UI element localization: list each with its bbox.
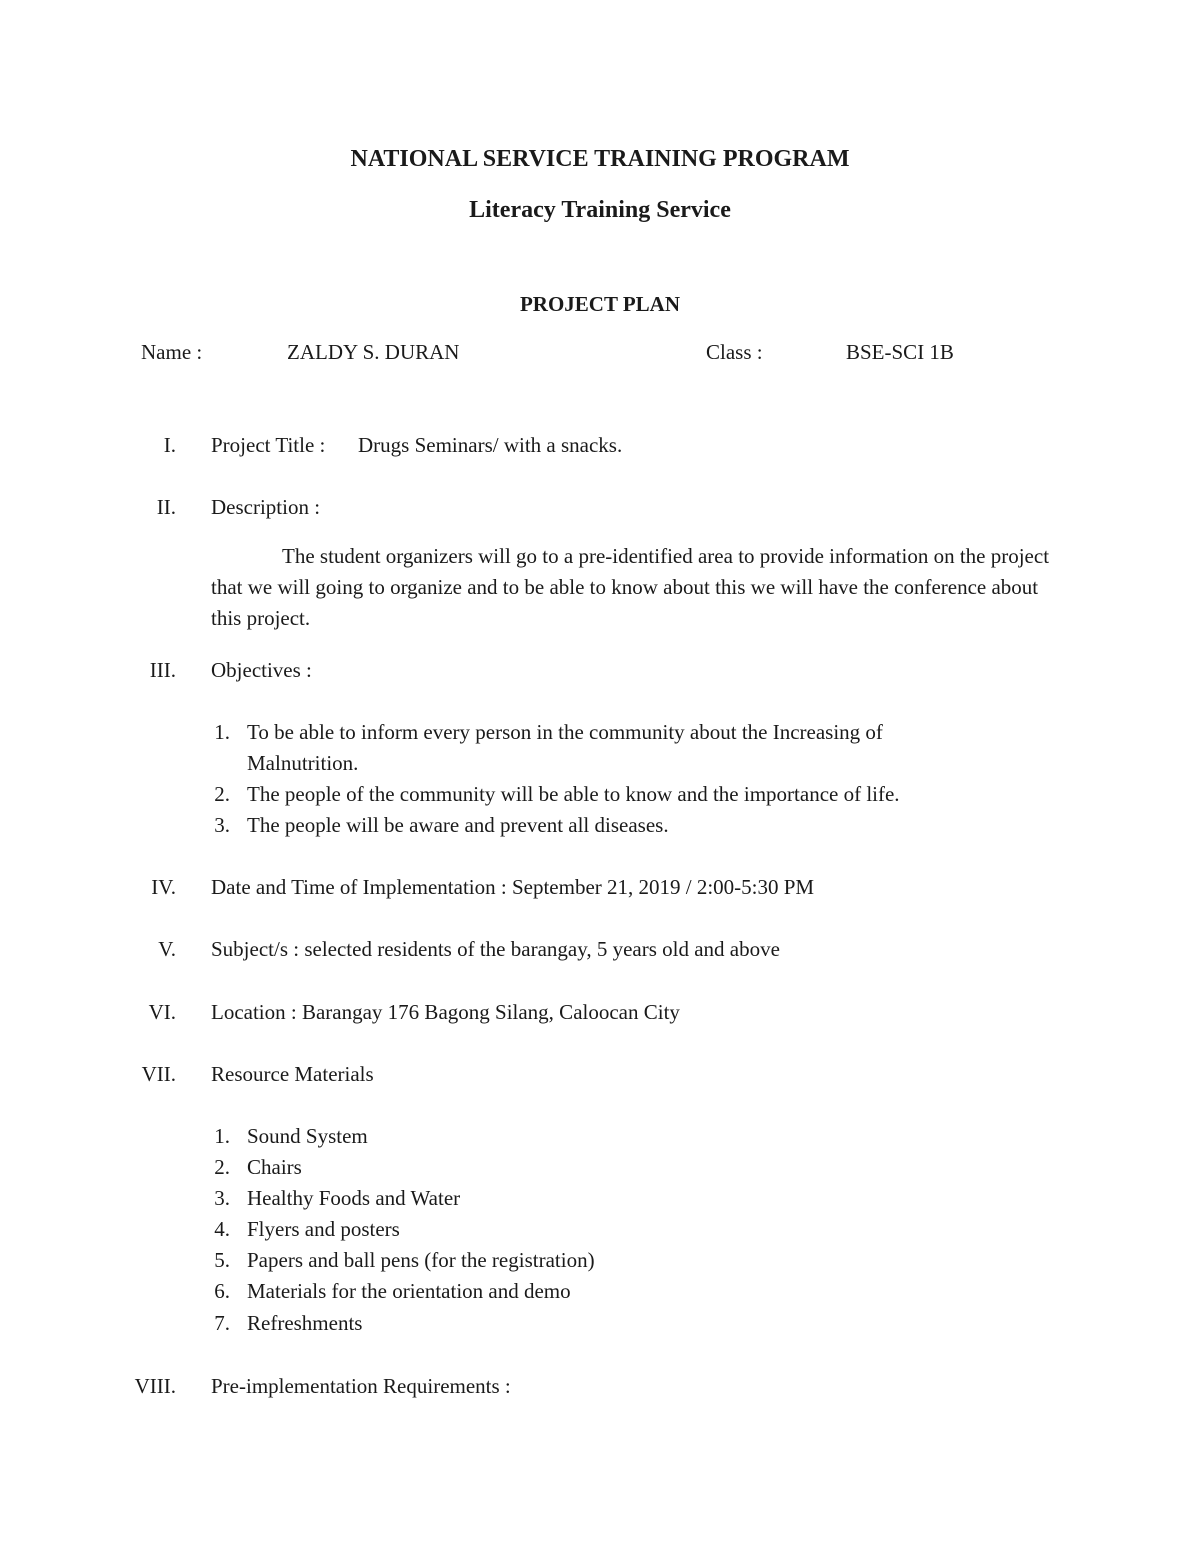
class-value: BSE-SCI 1B — [846, 340, 954, 364]
description-text: The student organizers will go to a pre-identified area to provide information on the project that we will going to organize and to be able to know about this we will have the conference about this project. — [211, 544, 1050, 630]
section-numeral: V. — [158, 937, 176, 961]
list-number: 1. — [214, 720, 230, 744]
objectives-label: Objectives : — [211, 658, 312, 682]
section-numeral: II. — [156, 495, 176, 519]
list-number: 5. — [214, 1248, 230, 1272]
project-title-value: Drugs Seminars/ with a snacks. — [358, 433, 623, 457]
list-item: To be able to inform every person in the community about the Increasing of — [247, 720, 883, 744]
section-numeral: VI. — [148, 1000, 176, 1024]
list-item: Sound System — [247, 1124, 368, 1148]
program-title: NATIONAL SERVICE TRAINING PROGRAM — [350, 146, 850, 172]
project-title-label: Project Title : — [211, 433, 326, 457]
list-item: Chairs — [247, 1155, 302, 1179]
section-numeral: VIII. — [134, 1374, 176, 1398]
plan-title: PROJECT PLAN — [519, 292, 681, 316]
list-number: 3. — [214, 1186, 230, 1210]
list-item: The people of the community will be able to know and the importance of life. — [247, 782, 900, 806]
list-number: 2. — [214, 1155, 230, 1179]
list-item: Malnutrition. — [247, 751, 359, 775]
name-label: Name : — [141, 340, 203, 364]
list-number: 4. — [214, 1217, 230, 1241]
description-label: Description : — [211, 495, 321, 519]
list-number: 6. — [214, 1279, 230, 1303]
section-numeral: IV. — [151, 875, 176, 899]
section-numeral: VII. — [141, 1062, 176, 1086]
list-item: The people will be aware and prevent all diseases. — [247, 813, 669, 837]
resource-materials-label: Resource Materials — [211, 1062, 374, 1086]
subjects-text: Subject/s : selected residents of the barangay, 5 years old and above — [211, 937, 780, 961]
pre-implementation-label: Pre-implementation Requirements : — [211, 1374, 511, 1398]
list-item: Healthy Foods and Water — [247, 1186, 461, 1210]
list-item: Refreshments — [247, 1311, 363, 1335]
list-number: 3. — [214, 813, 230, 837]
list-item: Papers and ball pens (for the registration) — [247, 1248, 595, 1272]
section-numeral: I. — [163, 433, 176, 457]
list-number: 2. — [214, 782, 230, 806]
service-title: Literacy Training Service — [469, 197, 731, 223]
class-label: Class : — [706, 340, 763, 364]
list-item: Materials for the orientation and demo — [247, 1279, 571, 1303]
date-time-text: Date and Time of Implementation : September 21, 2019 / 2:00-5:30 PM — [211, 875, 815, 899]
list-number: 7. — [214, 1311, 230, 1335]
section-numeral: III. — [149, 658, 176, 682]
name-value: ZALDY S. DURAN — [287, 340, 460, 364]
list-item: Flyers and posters — [247, 1217, 400, 1241]
location-text: Location : Barangay 176 Bagong Silang, Caloocan City — [211, 1000, 680, 1024]
list-number: 1. — [214, 1124, 230, 1148]
